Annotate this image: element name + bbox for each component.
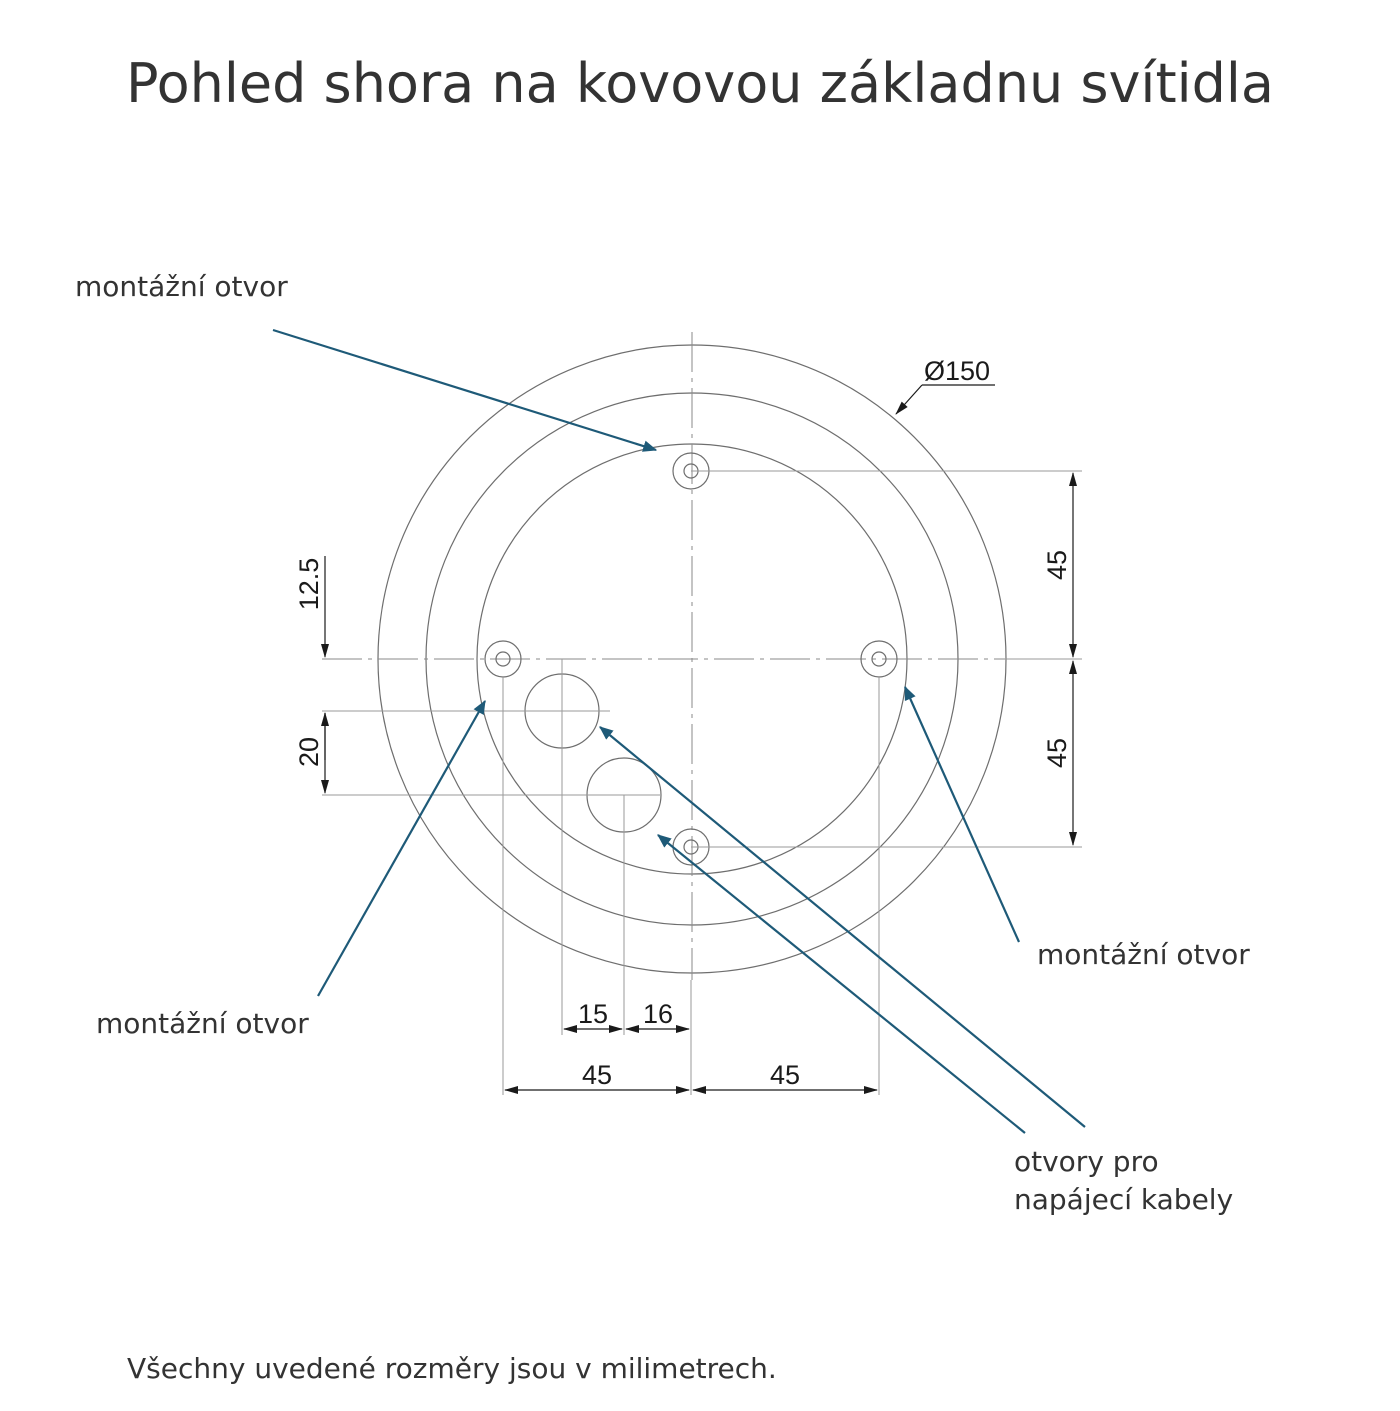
dim-diameter: Ø150	[924, 356, 991, 386]
label-cable-line2: napájecí kabely	[1014, 1183, 1234, 1216]
dim-12-5: 12.5	[294, 557, 324, 611]
dim-bottom-left-45: 45	[581, 1060, 613, 1090]
cable-holes	[525, 674, 661, 832]
dim-20: 20	[294, 736, 324, 768]
callout-leaders	[273, 330, 1085, 1133]
footnote: Všechny uvedené rozměry jsou v milimetrech.	[127, 1352, 777, 1385]
dim-15: 15	[577, 999, 609, 1029]
dim-bottom-right-45: 45	[769, 1060, 801, 1090]
extension-lines	[322, 471, 1082, 1095]
label-mount-right: montážní otvor	[1037, 938, 1250, 971]
dim-16: 16	[642, 999, 674, 1029]
label-cable-holes	[1014, 1143, 1233, 1219]
label-mount-bottom-left: montážní otvor	[96, 1007, 309, 1040]
diameter-leader	[896, 385, 922, 414]
dimension-lines	[325, 385, 1073, 1090]
label-mount-top-left: montážní otvor	[75, 270, 288, 303]
center-lines	[322, 332, 1005, 980]
dim-vertical-upper: 45	[1042, 549, 1072, 581]
diagram-title: Pohled shora na kovovou základnu svítidla	[125, 52, 1274, 115]
leader-mount-left	[318, 701, 485, 996]
dim-vertical-lower: 45	[1042, 737, 1072, 769]
leader-mount-right	[905, 687, 1019, 942]
label-cable-line1: otvory pro	[1014, 1145, 1159, 1178]
leader-mount-top	[273, 330, 656, 450]
